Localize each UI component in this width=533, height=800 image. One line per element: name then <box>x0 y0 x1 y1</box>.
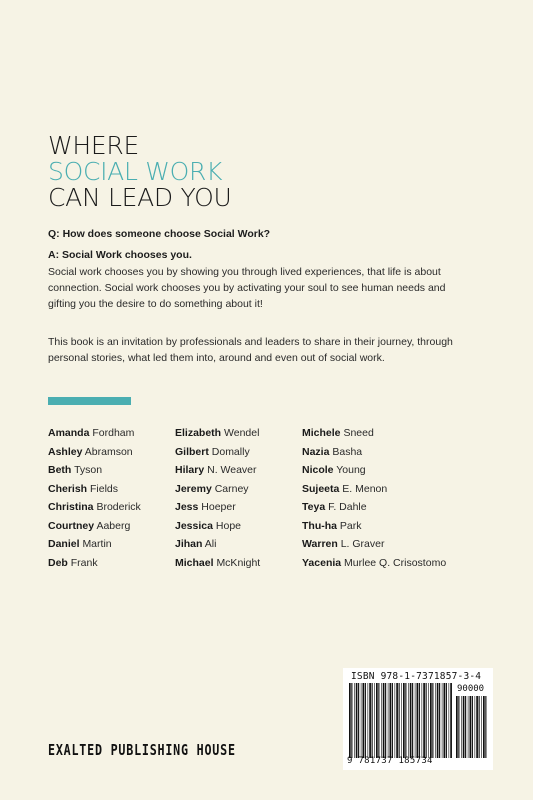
barcode-bar <box>470 696 472 758</box>
barcode-bar <box>383 683 385 758</box>
barcode-bar <box>430 683 432 758</box>
barcode-bar <box>412 683 413 758</box>
barcode-bar <box>475 696 476 758</box>
barcode-bar <box>351 683 352 758</box>
barcode-bar <box>378 683 379 758</box>
invitation-paragraph: This book is an invitation by professionals and leaders to share in their journey, through personal stories, what led them into, around and even out of social work. <box>48 336 453 364</box>
barcode-bar <box>399 683 400 758</box>
barcode-bar <box>483 696 485 758</box>
barcode-bar <box>401 683 402 758</box>
barcode-bar <box>435 683 436 758</box>
barcode-bar <box>415 683 416 758</box>
contributor-name: Nicole Young <box>302 464 366 476</box>
barcode-bar <box>446 683 447 758</box>
barcode-bar <box>444 683 446 758</box>
barcode-bar <box>381 683 382 758</box>
contributors-column-2 <box>175 424 260 572</box>
barcode-bar <box>363 683 365 758</box>
book-title <box>48 133 232 211</box>
barcode-bar <box>376 683 378 758</box>
contributor-name: Michele Sneed <box>302 427 374 439</box>
contributor-name: Hilary N. Weaver <box>175 464 257 476</box>
barcode-bar <box>396 683 398 758</box>
barcode-bar <box>372 683 373 758</box>
barcode-bars <box>348 683 452 758</box>
title-line-2: SOCIAL WORK <box>48 157 223 186</box>
contributors-column-3 <box>302 424 446 572</box>
isbn-barcode <box>343 668 493 770</box>
contributor-name: Jihan Ali <box>175 538 217 550</box>
contributor-name: Jeremy Carney <box>175 482 249 495</box>
barcode-bar <box>417 683 419 758</box>
contributor-name: Jessica Hope <box>175 519 241 532</box>
barcode-bar <box>426 683 427 758</box>
barcode-bar <box>468 696 469 758</box>
barcode-bar <box>361 683 362 758</box>
barcode-bar <box>463 696 465 758</box>
contributor-name: Michael McKnight <box>175 556 261 569</box>
title-line-3: CAN LEAD YOU <box>48 183 232 212</box>
barcode-bar <box>458 696 459 758</box>
barcode-bar <box>485 696 486 758</box>
contributor-name: Deb Frank <box>48 556 98 569</box>
barcode-bar <box>479 696 480 758</box>
barcode-bar <box>405 683 406 758</box>
barcode-bar <box>428 683 429 758</box>
answer-heading: A: Social Work chooses you. <box>48 249 192 261</box>
barcode-bar <box>365 683 366 758</box>
barcode-bar <box>439 683 440 758</box>
barcode-bar <box>410 683 412 758</box>
contributor-name: Amanda Fordham <box>48 427 135 439</box>
barcode-bar <box>392 683 393 758</box>
barcode-bar <box>461 696 462 758</box>
barcode-bar <box>432 683 433 758</box>
barcode-bar <box>369 683 371 758</box>
contributor-name: Yacenia Murlee Q. Crisostomo <box>302 556 447 569</box>
barcode-bar <box>403 683 405 758</box>
barcode-bar <box>472 696 473 758</box>
barcode-bar <box>423 683 425 758</box>
barcode-bar <box>465 696 466 758</box>
contributor-name: Thu-ha Park <box>302 519 362 532</box>
barcode-bar <box>374 683 375 758</box>
barcode-bar <box>408 683 409 758</box>
contributor-name: Daniel Martin <box>48 538 112 550</box>
contributor-name: Beth Tyson <box>48 464 103 476</box>
barcode-addon-bars <box>455 696 489 758</box>
barcode-bar <box>349 683 351 758</box>
barcode-bar <box>481 696 482 758</box>
publisher-logo: EXALTED PUBLISHING HOUSE <box>48 741 236 759</box>
barcode-bar <box>422 683 423 758</box>
barcode-bar <box>419 683 420 758</box>
contributor-name: Jess Hoeper <box>175 501 236 513</box>
barcode-bar <box>354 683 355 758</box>
contributor-name: Nazia Basha <box>302 445 363 458</box>
answer-paragraph: Social work chooses you by showing you through lived experiences, that life is about connection. Social work chooses you by activating your soul to see human needs and gifting you the desire to do something about it! <box>48 266 446 310</box>
barcode-bar <box>456 696 458 758</box>
barcode-bar <box>476 696 478 758</box>
contributor-name: Warren L. Graver <box>302 538 385 550</box>
contributor-name: Gilbert Domally <box>175 445 250 458</box>
contributor-name: Courtney Aaberg <box>48 519 131 532</box>
accent-divider <box>48 397 131 405</box>
contributor-name: Teya F. Dahle <box>302 501 367 513</box>
contributor-name: Christina Broderick <box>48 501 141 513</box>
barcode-bar <box>356 683 358 758</box>
barcode-bar <box>368 683 369 758</box>
barcode-bar <box>442 683 443 758</box>
barcode-bar <box>450 683 452 758</box>
contributors-column-1 <box>48 424 141 572</box>
contributor-name: Ashley Abramson <box>48 445 133 458</box>
contributor-name: Sujeeta E. Menon <box>302 482 388 495</box>
title-line-1: WHERE <box>48 131 139 160</box>
barcode-bar <box>385 683 386 758</box>
contributor-name: Cherish Fields <box>48 482 119 495</box>
isbn-label: ISBN 978-1-7371857-3-4 <box>351 671 482 682</box>
barcode-addon-digits: 90000 <box>457 684 485 694</box>
barcode-bar <box>437 683 439 758</box>
contributor-name: Elizabeth Wendel <box>175 427 260 439</box>
barcode-bar <box>449 683 450 758</box>
barcode-digits: 9 781737 185734 <box>347 756 433 766</box>
barcode-bar <box>358 683 359 758</box>
barcode-bar <box>395 683 396 758</box>
barcode-bar <box>390 683 392 758</box>
barcode-bar <box>388 683 389 758</box>
question-text: Q: How does someone choose Social Work? <box>48 228 271 240</box>
